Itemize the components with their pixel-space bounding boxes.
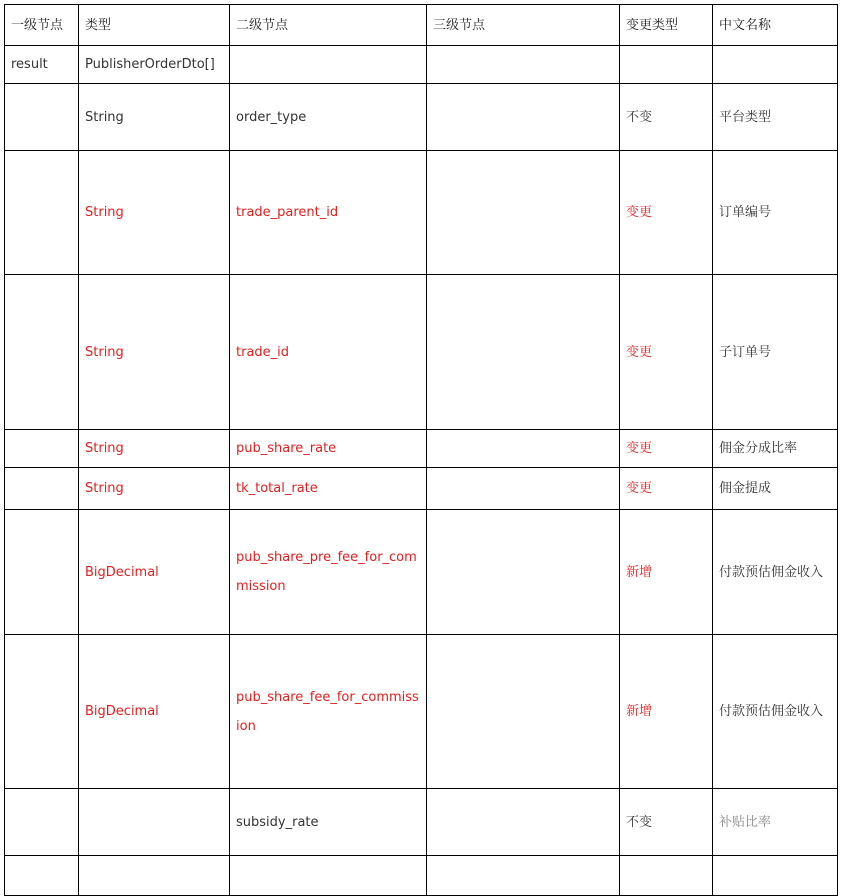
cell-change: 不变 <box>620 789 713 856</box>
cell-change: 变更 <box>620 151 713 275</box>
cell-change: 变更 <box>620 430 713 468</box>
table-row <box>5 46 838 84</box>
cell-level1 <box>5 84 79 151</box>
cell-level3 <box>427 430 620 468</box>
cell-level3 <box>427 789 620 856</box>
cell-level1 <box>5 468 79 510</box>
cell-level2: trade_parent_id <box>230 151 427 275</box>
cell-type: String <box>79 84 230 151</box>
cell-type: BigDecimal <box>79 510 230 635</box>
cell-level2: pub_share_pre_fee_for_commission <box>230 510 427 635</box>
cell-level3 <box>427 856 620 896</box>
cell-cn-name: 子订单号 <box>713 275 838 430</box>
table-row <box>5 430 838 468</box>
table-row <box>5 275 838 430</box>
cell-type: String <box>79 151 230 275</box>
table-row <box>5 856 838 896</box>
cell-level1 <box>5 635 79 789</box>
cell-cn-name: 佣金提成 <box>713 468 838 510</box>
cell-level1 <box>5 275 79 430</box>
cell-level1 <box>5 856 79 896</box>
cell-change: 新增 <box>620 510 713 635</box>
cell-change <box>620 46 713 84</box>
cell-cn-name: 付款预估佣金收入 <box>713 635 838 789</box>
cell-level2 <box>230 46 427 84</box>
cell-level3 <box>427 151 620 275</box>
cell-level3 <box>427 275 620 430</box>
cell-type <box>79 789 230 856</box>
cell-level2: order_type <box>230 84 427 151</box>
header-level1: 一级节点 <box>5 5 79 46</box>
cell-level2: pub_share_fee_for_commission <box>230 635 427 789</box>
cell-cn-name: 佣金分成比率 <box>713 430 838 468</box>
cell-type <box>79 856 230 896</box>
cell-level3 <box>427 46 620 84</box>
cell-cn-name <box>713 856 838 896</box>
cell-cn-name: 订单编号 <box>713 151 838 275</box>
cell-type: String <box>79 430 230 468</box>
cell-cn-name <box>713 46 838 84</box>
header-change-type: 变更类型 <box>620 5 713 46</box>
cell-level2: trade_id <box>230 275 427 430</box>
cell-level3 <box>427 510 620 635</box>
cell-level1 <box>5 510 79 635</box>
cell-cn-name: 平台类型 <box>713 84 838 151</box>
table-row <box>5 789 838 856</box>
header-type: 类型 <box>79 5 230 46</box>
header-level2: 二级节点 <box>230 5 427 46</box>
cell-change: 新增 <box>620 635 713 789</box>
cell-level3 <box>427 635 620 789</box>
cell-change: 不变 <box>620 84 713 151</box>
cell-type: BigDecimal <box>79 635 230 789</box>
cell-change: 变更 <box>620 275 713 430</box>
cell-level2: tk_total_rate <box>230 468 427 510</box>
cell-level1 <box>5 430 79 468</box>
cell-type: String <box>79 275 230 430</box>
cell-type: String <box>79 468 230 510</box>
cell-level2: pub_share_rate <box>230 430 427 468</box>
cell-cn-name: 补贴比率 <box>713 789 838 856</box>
cell-level3 <box>427 468 620 510</box>
header-cn-name: 中文名称 <box>713 5 838 46</box>
cell-cn-name: 付款预估佣金收入 <box>713 510 838 635</box>
cell-change <box>620 856 713 896</box>
field-change-table <box>4 4 838 896</box>
cell-change: 变更 <box>620 468 713 510</box>
header-level3: 三级节点 <box>427 5 620 46</box>
cell-level1 <box>5 151 79 275</box>
table-row <box>5 468 838 510</box>
cell-level1: result <box>5 46 79 84</box>
cell-level3 <box>427 84 620 151</box>
cell-level2 <box>230 856 427 896</box>
table-row <box>5 510 838 635</box>
table-row <box>5 151 838 275</box>
table-row <box>5 635 838 789</box>
cell-type: PublisherOrderDto[] <box>79 46 230 84</box>
table-row <box>5 84 838 151</box>
cell-level1 <box>5 789 79 856</box>
table-header-row <box>5 5 838 46</box>
cell-level2: subsidy_rate <box>230 789 427 856</box>
